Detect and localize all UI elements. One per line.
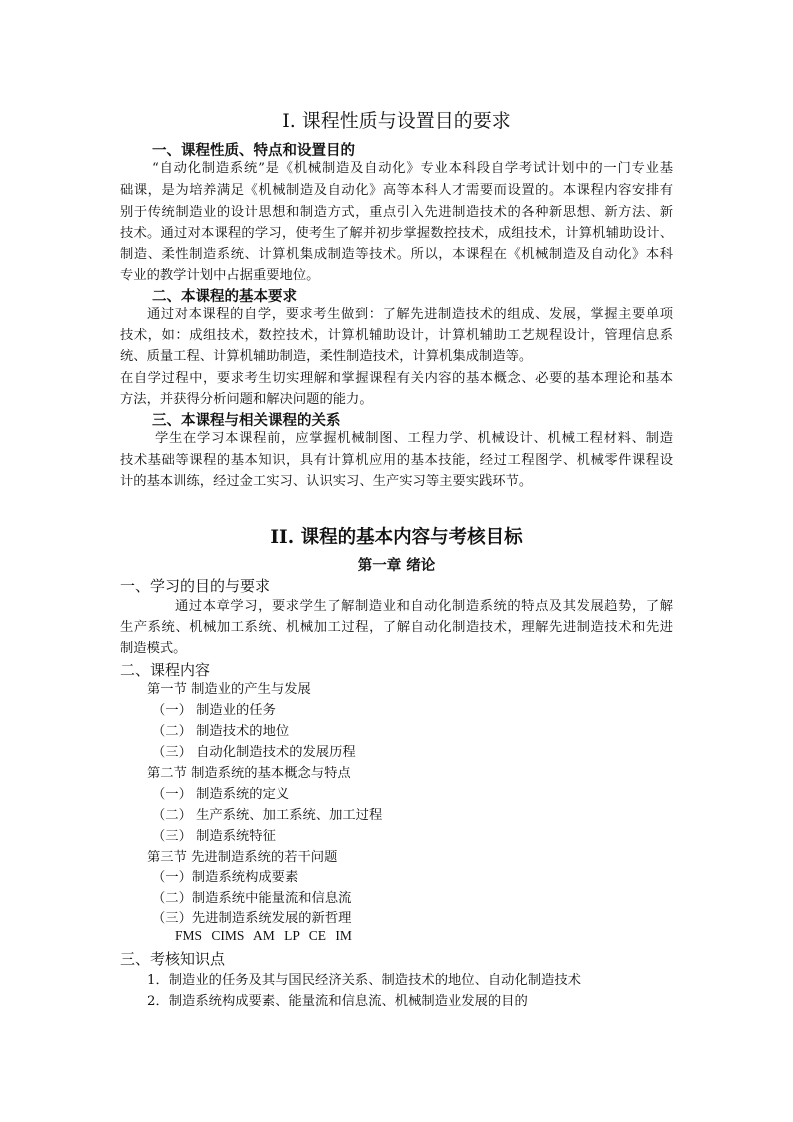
content-item: （三） 自动化制造技术的发展历程: [152, 745, 356, 760]
section1-line: “自动化制造系统”是《机械制造及自动化》专业本科段自学考试计划中的一门专业基: [152, 161, 673, 176]
content-item: （三） 制造系统特征: [152, 829, 276, 844]
part1-title: I. 课程性质与设置目的要求: [282, 110, 511, 132]
section3-line: 技术基础等课程的基本知识，具有计算机应用的基本技能，经过工程图学、机械零件课程设: [120, 453, 673, 468]
section2-line: 在自学过程中，要求考生切实理解和掌握课程有关内容的基本概念、必要的基本理论和基本: [120, 371, 673, 386]
content-item: 第二节 制造系统的基本概念与特点: [147, 766, 351, 781]
content-item: （二） 生产系统、加工系统、加工过程: [152, 808, 383, 823]
section2-line: 方法，并获得分析问题和解决问题的能力。: [120, 392, 373, 407]
section2-line: 技术，如：成组技术，数控技术，计算机辅助设计，计算机辅助工艺规程设计，管理信息系: [120, 328, 673, 343]
content-item: （一） 制造业的任务: [152, 703, 276, 718]
section1-heading: 一、课程性质、特点和设置目的: [152, 143, 355, 159]
section1-line: 专业的教学计划中占据重要地位。: [120, 268, 320, 283]
content-item: 第一节 制造业的产生与发展: [147, 682, 311, 697]
chapter-section3-heading: 三、考核知识点: [120, 950, 226, 968]
technology-acronyms: FMS CIMS AM LP CE IM: [175, 928, 352, 943]
section2-line: 通过对本课程的自学，要求考生做到：了解先进制造技术的组成、发展，掌握主要单项: [147, 307, 673, 322]
content-item: （一） 制造系统的定义: [152, 787, 290, 802]
section2-line: 统、质量工程、计算机辅助制造，柔性制造技术，计算机集成制造等。: [120, 349, 533, 364]
knowledge-point: 2．制造系统构成要素、能量流和信息流、机械制造业发展的目的: [147, 994, 528, 1009]
section1-line: 别于传统制造业的设计思想和制造方式，重点引入先进制造技术的各种新思想、新方法、新: [120, 205, 673, 220]
section3-line: 计的基本训练，经过金工实习、认识实习、生产实习等主要实践环节。: [120, 474, 533, 489]
content-item: （一）制造系统构成要素: [152, 870, 299, 885]
chapter-section1-heading: 一、学习的目的与要求: [120, 577, 271, 595]
section1-line: 技术。通过对本课程的学习，使考生了解并初步掌握数控技术，成组技术，计算机辅助设计、: [120, 226, 673, 241]
chapter-section1-line: 制造模式。: [120, 641, 187, 656]
chapter-section1-line: 生产系统、机械加工系统、机械加工过程，了解自动化制造技术，理解先进制造技术和先进: [120, 620, 673, 635]
content-item: （二）制造系统中能量流和信息流: [152, 891, 352, 906]
section1-line: 制造、柔性制造系统、计算机集成制造等技术。所以，本课程在《机械制造及自动化》本科: [120, 247, 673, 262]
content-item: 第三节 先进制造系统的若干问题: [147, 850, 338, 865]
knowledge-point: 1．制造业的任务及其与国民经济关系、制造技术的地位、自动化制造技术: [147, 973, 581, 988]
section1-line: 础课，是为培养满足《机械制造及自动化》高等本科人才需要而设置的。本课程内容安排有: [120, 183, 673, 198]
section3-heading: 三、本课程与相关课程的关系: [152, 413, 341, 429]
section3-line: 学生在学习本课程前，应掌握机械制图、工程力学、机械设计、机械工程材料、制造: [155, 431, 673, 446]
chapter-title: 第一章 绪论: [357, 557, 436, 574]
chapter-section2-heading: 二、课程内容: [120, 661, 211, 679]
section2-heading: 二、本课程的基本要求: [152, 289, 297, 305]
content-item: （二） 制造技术的地位: [152, 724, 290, 739]
chapter-section1-line: 通过本章学习，要求学生了解制造业和自动化制造系统的特点及其发展趋势，了解: [175, 599, 673, 614]
content-item: （三）先进制造系统发展的新哲理: [152, 911, 352, 926]
part2-title: II. 课程的基本内容与考核目标: [270, 527, 523, 548]
